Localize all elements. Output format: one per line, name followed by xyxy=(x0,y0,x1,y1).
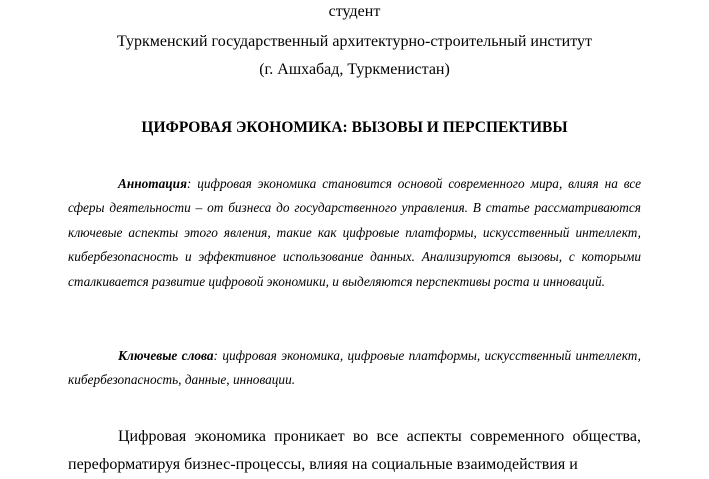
keywords-text: : цифровая экономика, цифровые платформы, искусственный интеллект, кибербезопасность, данные, инновации. xyxy=(68,348,641,388)
body-paragraph xyxy=(68,423,641,479)
keywords-label: Ключевые слова xyxy=(118,348,214,363)
author-role: студент xyxy=(328,3,381,20)
author-location: (г. Ашхабад, Туркменистан) xyxy=(259,61,450,78)
abstract-text: : цифровая экономика становится основой современного мира, влияя на все сферы деятельности – от бизнеса до государственного управления. В статье рассматриваются ключевые аспекты этого явления, такие как цифровые платформы, искусственный интеллект, кибербезопасность и эффективное использование данных. Анализируются вызовы, с которыми сталкивается развитие цифровой экономики, и выделяются перспективы роста и инноваций. xyxy=(68,176,641,289)
abstract-label: Аннотация xyxy=(118,176,187,191)
keywords-paragraph xyxy=(68,344,641,393)
author-institution: Туркменский государственный архитектурно-строительный институт xyxy=(117,33,592,50)
body-text: Цифровая экономика проникает во все аспекты современного общества, переформатируя бизнес-процессы, влияя на социальные взаимодействия и xyxy=(68,428,641,473)
abstract-paragraph xyxy=(68,172,641,294)
article-title: ЦИФРОВАЯ ЭКОНОМИКА: ВЫЗОВЫ И ПЕРСПЕКТИВЫ xyxy=(141,119,568,136)
